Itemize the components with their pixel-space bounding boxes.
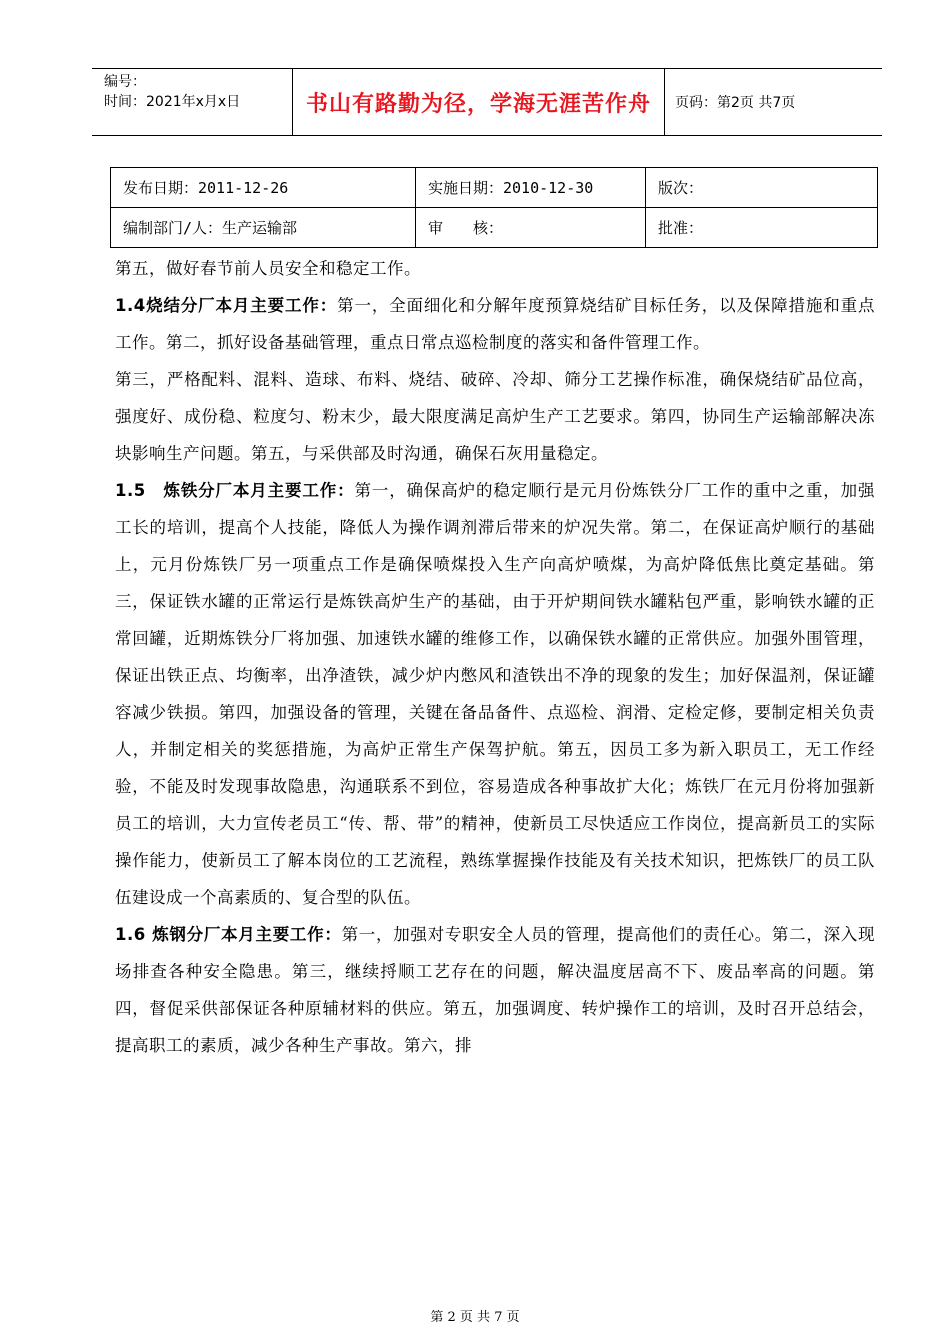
section-1-5 bbox=[115, 472, 875, 916]
section-text: 第一，加强对专职安全人员的管理，提高他们的责任心。第二，深入现场排查各种安全隐患。第三，继续捋顺工艺存在的问题，解决温度居高不下、废品率高的问题。第四，督促采供部保证各种原辅材料的供应。第五，加强调度、转炉操作工的培训，及时召开总结会，提高职工的素质，减少各种生产事故。第六，排 bbox=[115, 925, 876, 1055]
header-motto: 书山有路勤为径，学海无涯苦作舟 bbox=[293, 69, 665, 135]
page-header bbox=[92, 68, 882, 136]
section-heading: 1.6 炼钢分厂本月主要工作： bbox=[115, 925, 342, 944]
paragraph: 第三，严格配料、混料、造球、布料、烧结、破碎、冷却、筛分工艺操作标准，确保烧结矿品位高，强度好、成份稳、粒度匀、粉末少，最大限度满足高炉生产工艺要求。第四，协同生产运输部解决冻块影响生产问题。第五，与采供部及时沟通，确保石灰用量稳定。 bbox=[115, 370, 875, 463]
header-info bbox=[92, 69, 293, 135]
section-1-6 bbox=[115, 916, 875, 1064]
effective-date: 实施日期：2010-12-30 bbox=[416, 168, 646, 208]
document-body bbox=[115, 250, 875, 1064]
number-label: 编号： bbox=[104, 74, 146, 90]
header-page-label: 页码：第2页 共7页 bbox=[675, 95, 796, 111]
paragraph: 第五，做好春节前人员安全和稳定工作。 bbox=[115, 259, 421, 278]
review: 审 核： bbox=[416, 208, 646, 248]
section-text: 第一，全面细化和分解年度预算烧结矿目标任务，以及保障措施和重点工作。第二，抓好设备基础管理，重点日常点巡检制度的落实和备件管理工作。 bbox=[115, 296, 875, 352]
section-heading: 1.5 炼铁分厂本月主要工作： bbox=[115, 481, 355, 500]
section-text: 第一，确保高炉的稳定顺行是元月份炼铁分厂工作的重中之重，加强工长的培训，提高个人技能，降低人为操作调剂滞后带来的炉况失常。第二，在保证高炉顺行的基础上，元月份炼铁厂另一项重点工作是确保喷煤投入生产向高炉喷煤，为高炉降低焦比奠定基础。第三，保证铁水罐的正常运行是炼铁高炉生产的基础，由于开炉期间铁水罐粘包严重，影响铁水罐的正常回罐，近期炼铁分厂将加强、加速铁水罐的维修工作，以确保铁水罐的正常供应。加强外围管理，保证出铁正点、均衡率，出净渣铁，减少炉内憋风和渣铁出不净的现象的发生；加好保温剂，保证罐容减少铁损。第四，加强设备的管理，关键在备品备件、点巡检、润滑、定检定修，要制定相关负责人，并制定相关的奖惩措施，为高炉正常生产保驾护航。第五，因员工多为新入职员工，无工作经验，不能及时发现事故隐患，沟通联系不到位，容易造成各种事故扩大化；炼铁厂在元月份将加强新员工的培训，大力宣传老员工“传、帮、带”的精神，使新员工尽快适应工作岗位，提高新员工的实际操作能力，使新员工了解本岗位的工艺流程，熟练掌握操作技能及有关技术知识，把炼铁厂的员工队伍建设成一个高素质的、复合型的队伍。 bbox=[115, 481, 876, 907]
page-footer: 第 2 页 共 7 页 bbox=[430, 1310, 520, 1325]
section-heading: 1.4烧结分厂本月主要工作： bbox=[115, 296, 338, 315]
dept: 编制部门/人：生产运输部 bbox=[111, 208, 416, 248]
document-meta-table bbox=[110, 167, 878, 248]
release-date: 发布日期：2011-12-26 bbox=[111, 168, 416, 208]
version: 版次： bbox=[646, 168, 878, 208]
time-label: 时间：2021年x月x日 bbox=[104, 94, 241, 110]
approve: 批准： bbox=[646, 208, 878, 248]
section-1-4 bbox=[115, 287, 875, 361]
